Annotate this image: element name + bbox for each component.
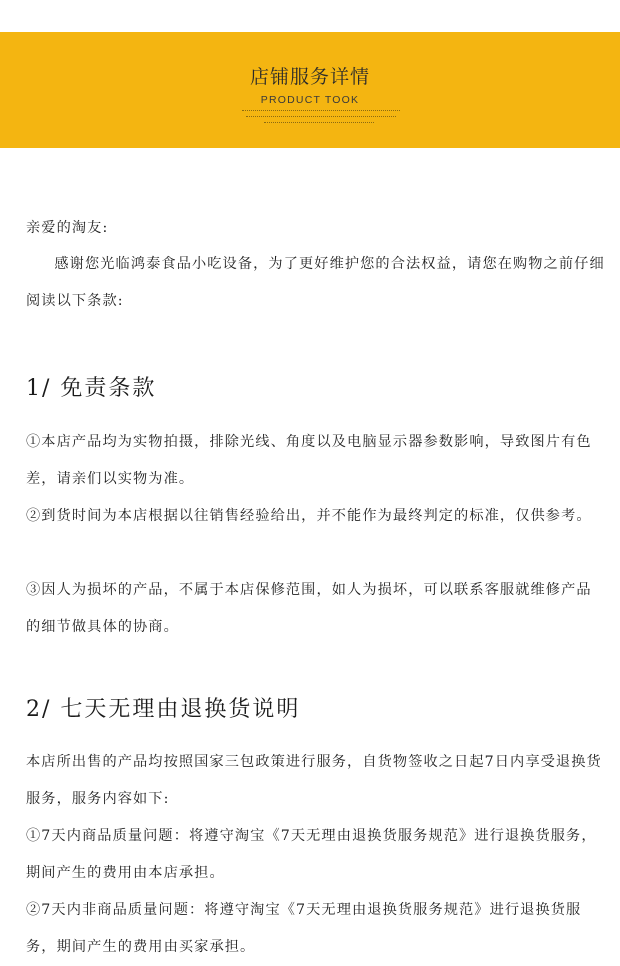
section-heading-returns: 2/ 七天无理由退换货说明 bbox=[26, 697, 301, 722]
returns-item: ②7天内非商品质量问题：将遵守淘宝《7天无理由退换货服务规范》进行退换货服务，期间产生的费用由买家承担。 bbox=[26, 902, 582, 955]
banner-title: 店铺服务详情 bbox=[249, 66, 370, 88]
header-banner bbox=[0, 32, 620, 148]
top-spacer bbox=[0, 0, 620, 32]
section-heading-disclaimer: 1/ 免责条款 bbox=[26, 376, 157, 401]
returns-intro: 本店所出售的产品均按照国家三包政策进行服务，自货物签收之日起7日内享受退换货服务，服务内容如下: bbox=[26, 754, 602, 807]
banner-decorative-line bbox=[246, 116, 396, 120]
disclaimer-item: ①本店产品均为实物拍摄，排除光线、角度以及电脑显示器参数影响，导致图片有色差，请亲们以实物为准。 bbox=[26, 434, 592, 487]
banner-decorative-line bbox=[242, 110, 400, 114]
disclaimer-item: ②到货时间为本店根据以往销售经验给出，并不能作为最终判定的标准，仅供参考。 bbox=[26, 508, 592, 524]
greeting: 亲爱的淘友: bbox=[26, 220, 109, 236]
disclaimer-item: ③因人为损坏的产品，不属于本店保修范围，如人为损坏，可以联系客服就维修产品的细节做具体的协商。 bbox=[26, 582, 592, 635]
returns-item: ①7天内商品质量问题：将遵守淘宝《7天无理由退换货服务规范》进行退换货服务，期间产生的费用由本店承担。 bbox=[26, 828, 597, 881]
intro-paragraph: 感谢您光临鸿泰食品小吃设备，为了更好维护您的合法权益，请您在购物之前仔细阅读以下条款: bbox=[26, 256, 605, 309]
banner-decorative-line bbox=[264, 122, 374, 126]
banner-subtitle: PRODUCT TOOK bbox=[260, 94, 360, 106]
